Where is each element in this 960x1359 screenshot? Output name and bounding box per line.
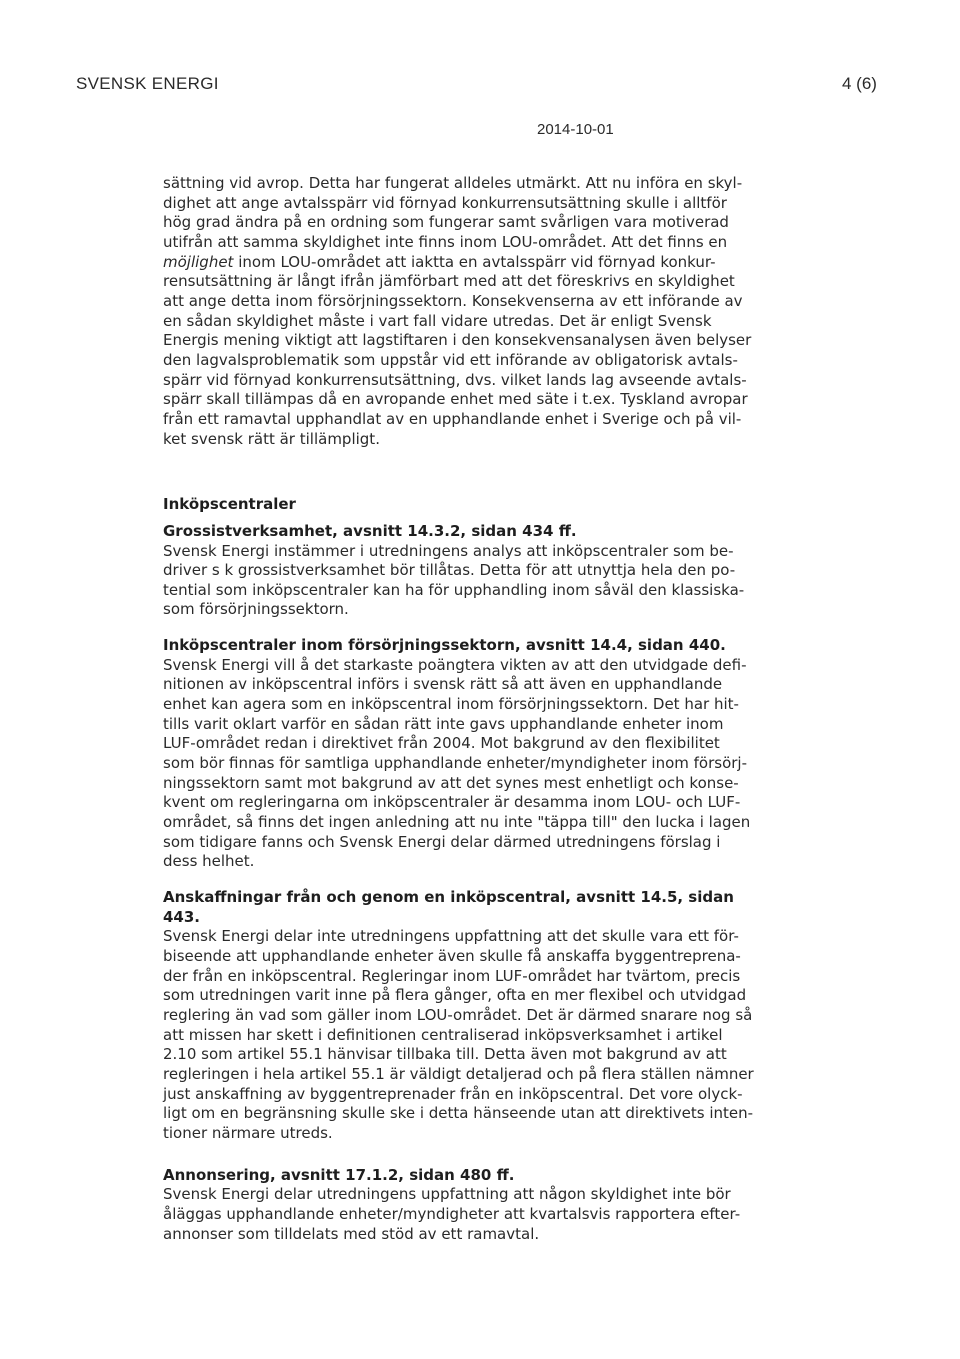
- subsection-heading: [163, 888, 773, 927]
- text-line: Svensk Energi delar utredningens uppfattning att någon skyldighet inte bör: [163, 1185, 731, 1204]
- text-line: 2.10 som artikel 55.1 hänvisar tillbaka till. Detta även mot bakgrund av att: [163, 1045, 727, 1064]
- text-line: tential som inköpscentraler kan ha för upphandling inom såväl den klassiska-: [163, 580, 745, 599]
- text-line: ligt om en begränsning skulle ske i detta hänseende utan att direktivets inten-: [163, 1104, 754, 1123]
- text-line: att ange detta inom försörjningssektorn. Konsekvenserna av ett införande av: [163, 291, 743, 310]
- text-line: annonser som tilldelats med stöd av ett ramavtal.: [163, 1224, 540, 1243]
- document-date: 2014-10-01: [537, 121, 614, 138]
- subsection-paragraph: [163, 656, 811, 872]
- text-line: dess helhet.: [163, 852, 255, 871]
- subsection-heading: Grossistverksamhet, avsnitt 14.3.2, sidan 434 ff.: [163, 521, 577, 540]
- text-line: kvent om regleringarna om inköpscentraler är desamma inom LOU- och LUF-: [163, 793, 741, 812]
- text-line: LUF-området redan i direktivet från 2004. Mot bakgrund av den flexibilitet: [163, 734, 720, 753]
- page-number: 4 (6): [842, 74, 877, 93]
- text-line: just anskaffning av byggentreprenader från en inköpscentral. Det vore olyck-: [163, 1084, 743, 1103]
- text-line: nitionen av inköpscentral införs i svensk rätt så att även en upphandlande: [163, 675, 723, 694]
- subsection-heading: Annonsering, avsnitt 17.1.2, sidan 480 ff.: [163, 1165, 515, 1184]
- text-line: dighet att ange avtalsspärr vid förnyad konkurrensutsättning skulle i alltför: [163, 193, 727, 212]
- text-line: ket svensk rätt är tillämpligt.: [163, 429, 380, 448]
- subsection-heading: Inköpscentraler inom försörjningssektorn, avsnitt 14.4, sidan 440.: [163, 636, 726, 655]
- text-line: som bör finnas för samtliga upphandlande enheter/myndigheter inom försörj-: [163, 754, 747, 773]
- italic-word: möjlighet: [163, 252, 234, 271]
- text-line: rensutsättning är långt ifrån jämförbart med att det föreskrivs en skyldighet: [163, 272, 735, 291]
- text-line: Svensk Energi delar inte utredningens uppfattning att det skulle vara ett för-: [163, 927, 739, 946]
- text-line: [163, 253, 811, 273]
- text-line: enhet kan agera som en inköpscentral inom försörjningssektorn. Det har hit-: [163, 695, 739, 714]
- text-line: tills varit oklart varför en sådan rätt inte gavs upphandlande enheter inom: [163, 714, 724, 733]
- text-line: regleringen i hela artikel 55.1 är väldigt detaljerad och på flera ställen nämner: [163, 1064, 754, 1083]
- text-line: hög grad ändra på en ordning som fungerar samt svårligen vara motiverad: [163, 213, 729, 232]
- text-line: reglering än vad som gäller inom LOU-området. Det är därmed snarare nog så: [163, 1005, 753, 1024]
- text-line: att missen har skett i definitionen centraliserad inköpsverksamhet i artikel: [163, 1025, 723, 1044]
- subsection-heading-text: Anskaffningar från och genom en inköpscentral, avsnitt 14.5, sidan 443.: [163, 888, 734, 926]
- text-line: spärr vid förnyad konkurrensutsättning, dvs. vilket lands lag avseende avtals-: [163, 370, 747, 389]
- text-line: driver s k grossistverksamhet bör tillåtas. Detta för att utnyttja hela den po-: [163, 561, 736, 580]
- text-line: Svensk Energi vill å det starkaste poängtera vikten av att den utvidgade defi-: [163, 655, 747, 674]
- text-line: åläggas upphandlande enheter/myndigheter att kvartalsvis rapportera efter-: [163, 1204, 741, 1223]
- text-line: som tidigare fanns och Svensk Energi delar därmed utredningens förslag i: [163, 832, 721, 851]
- subsection-paragraph: [163, 542, 811, 621]
- text-line: Energis mening viktigt att lagstiftaren i den konsekvensanalysen även belyser: [163, 331, 752, 350]
- text-line: den lagvalsproblematik som uppstår vid ett införande av obligatorisk avtals-: [163, 350, 738, 369]
- document-body: [163, 174, 811, 1244]
- text-line: från ett ramavtal upphandlat av en upphandlande enhet i Sverige och på vil-: [163, 409, 742, 428]
- section-heading: Inköpscentraler: [163, 495, 296, 514]
- text-line: som utredningen varit inne på flera gånger, ofta en mer flexibel och utvidgad: [163, 986, 747, 1005]
- text-line: tioner närmare utreds.: [163, 1123, 333, 1142]
- subsection-paragraph: [163, 927, 811, 1143]
- text-line: området, så finns det ingen anledning att nu inte "täppa till" den lucka i lagen: [163, 813, 751, 832]
- text-line: sättning vid avrop. Detta har fungerat alldeles utmärkt. Att nu införa en skyl-: [163, 174, 743, 192]
- text-line: spärr skall tillämpas då en avropande enhet med säte i t.ex. Tyskland avropar: [163, 390, 748, 409]
- text-line: utifrån att samma skyldighet inte finns inom LOU-området. Att det finns en: [163, 232, 728, 251]
- text-line: Svensk Energi instämmer i utredningens analys att inköpscentraler som be-: [163, 541, 734, 560]
- subsection-paragraph: [163, 1185, 811, 1244]
- org-name: SVENSK ENERGI: [76, 74, 219, 93]
- text-line: ningssektorn samt mot bakgrund av att det synes mest enhetligt och konse-: [163, 773, 739, 792]
- text-line: der från en inköpscentral. Regleringar inom LUF-området har tvärtom, precis: [163, 966, 741, 985]
- text-line: som försörjningssektorn.: [163, 600, 349, 619]
- text-line: en sådan skyldighet måste i vart fall vidare utredas. Det är enligt Svensk: [163, 311, 712, 330]
- text-line: biseende att upphandlande enheter även skulle få anskaffa byggentreprena-: [163, 946, 741, 965]
- intro-paragraph: [163, 174, 811, 449]
- text-line-rest: inom LOU-området att iaktta en avtalsspärr vid förnyad konkur-: [238, 252, 716, 271]
